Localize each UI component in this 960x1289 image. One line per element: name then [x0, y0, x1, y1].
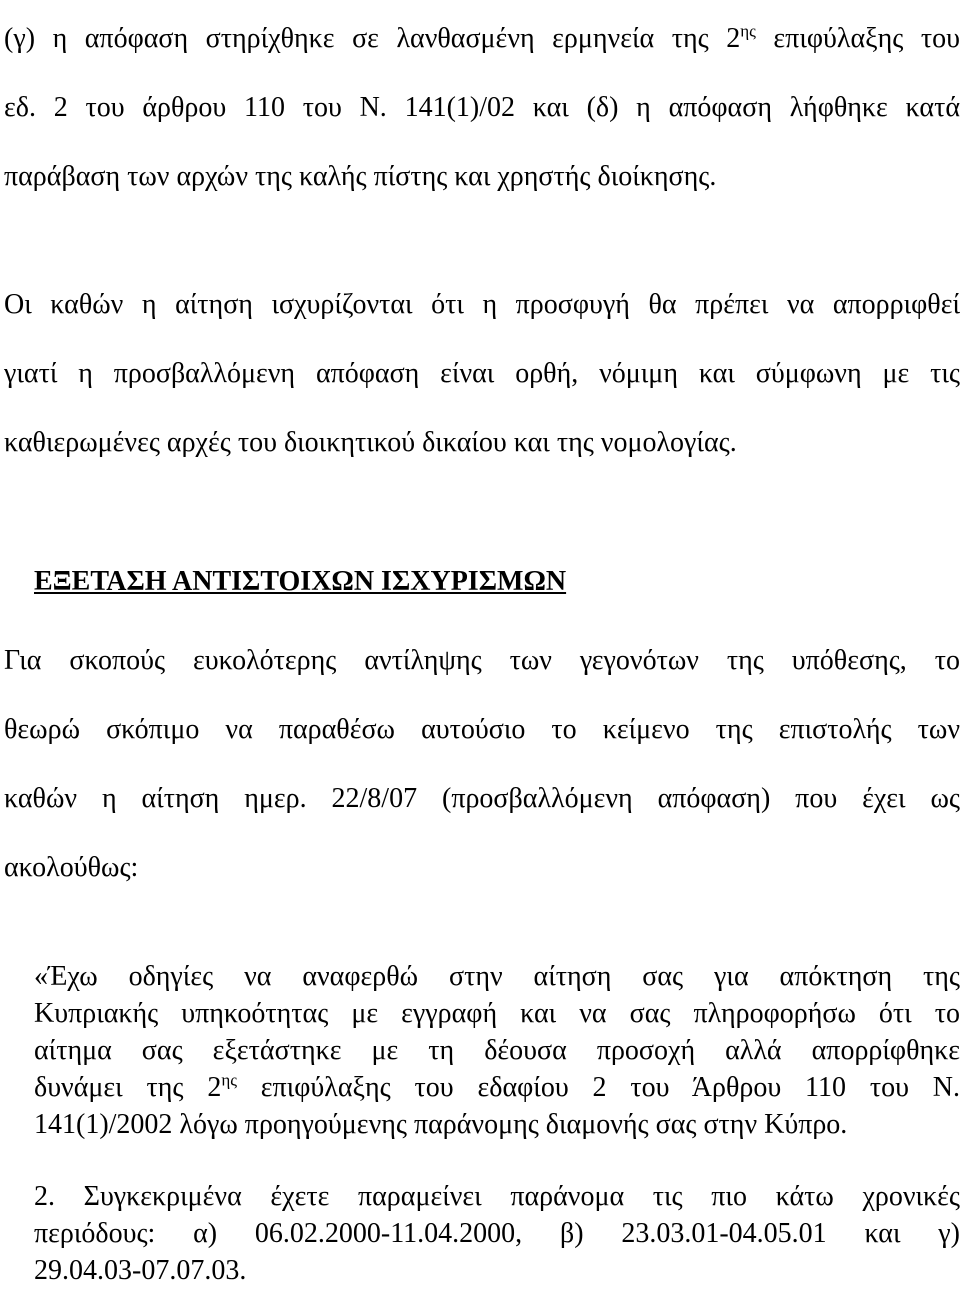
paragraph-grounds-continued — [0, 4, 960, 211]
text-line: 2. Συγκεκριμένα έχετε παραμείνει παράνομα τις πιο κάτω χρονικές — [34, 1181, 960, 1212]
text-line: περιόδους: α) 06.02.2000-11.04.2000, β) 23.03.01-04.05.01 και γ) — [34, 1218, 960, 1249]
text-line: παράβαση των αρχών της καλής πίστης και χρηστής διοίκησης. — [4, 161, 717, 192]
paragraph-introduction — [0, 626, 960, 902]
superscript: ης — [221, 1070, 237, 1090]
section-heading: ΕΞΕΤΑΣΗ ΑΝΤΙΣΤΟΙΧΩΝ ΙΣΧΥΡΙΣΜΩΝ — [34, 566, 567, 597]
text-line: καθών η αίτηση ημερ. 22/8/07 (προσβαλλόμενη απόφαση) που έχει ως — [4, 783, 960, 814]
text-line: αίτημα σας εξετάστηκε με τη δέουσα προσοχή αλλά απορρίφθηκε — [34, 1035, 960, 1066]
text-line: θεωρώ σκόπιμο να παραθέσω αυτούσιο το κείμενο της επιστολής των — [4, 714, 960, 745]
text-line: Κυπριακής υπηκοότητας με εγγραφή και να σας πληροφορήσω ότι το — [34, 998, 960, 1029]
text-line: 29.04.03-07.07.03. — [34, 1255, 247, 1286]
quoted-letter-paragraph-2 — [34, 1178, 960, 1289]
text-line: καθιερωμένες αρχές του διοικητικού δικαίου και της νομολογίας. — [4, 427, 737, 458]
text-line: δυνάμει της $2^{\eta\varsigma}$ επιφύλαξης του εδαφίου 2 του Άρθρου 110 του Ν. — [34, 1070, 960, 1103]
text-line: ακολούθως: — [4, 852, 139, 883]
quoted-letter-paragraph-1 — [34, 958, 960, 1143]
text-line: 141(1)/2002 λόγω προηγούμενης παράνομης διαμονής σας στην Κύπρο. — [34, 1109, 848, 1140]
text-line: Οι καθών η αίτηση ισχυρίζονται ότι η προσφυγή θα πρέπει να απορριφθεί — [4, 289, 960, 320]
paragraph-respondents-claim — [0, 270, 960, 477]
text-line: (γ) η απόφαση στηρίχθηκε σε λανθασμένη ερμηνεία της $2^{\eta\varsigma}$ επιφύλαξης του — [4, 21, 960, 54]
text-line: γιατί η προσβαλλόμενη απόφαση είναι ορθή, νόμιμη και σύμφωνη με τις — [4, 358, 960, 389]
superscript: ης — [740, 21, 756, 41]
text-line: Για σκοπούς ευκολότερης αντίληψης των γεγονότων της υπόθεσης, το — [4, 645, 960, 676]
text-line: «Έχω οδηγίες να αναφερθώ στην αίτηση σας για απόκτηση της — [34, 961, 960, 992]
text-line: εδ. 2 του άρθρου 110 του Ν. 141(1)/02 και (δ) η απόφαση λήφθηκε κατά — [4, 92, 960, 123]
